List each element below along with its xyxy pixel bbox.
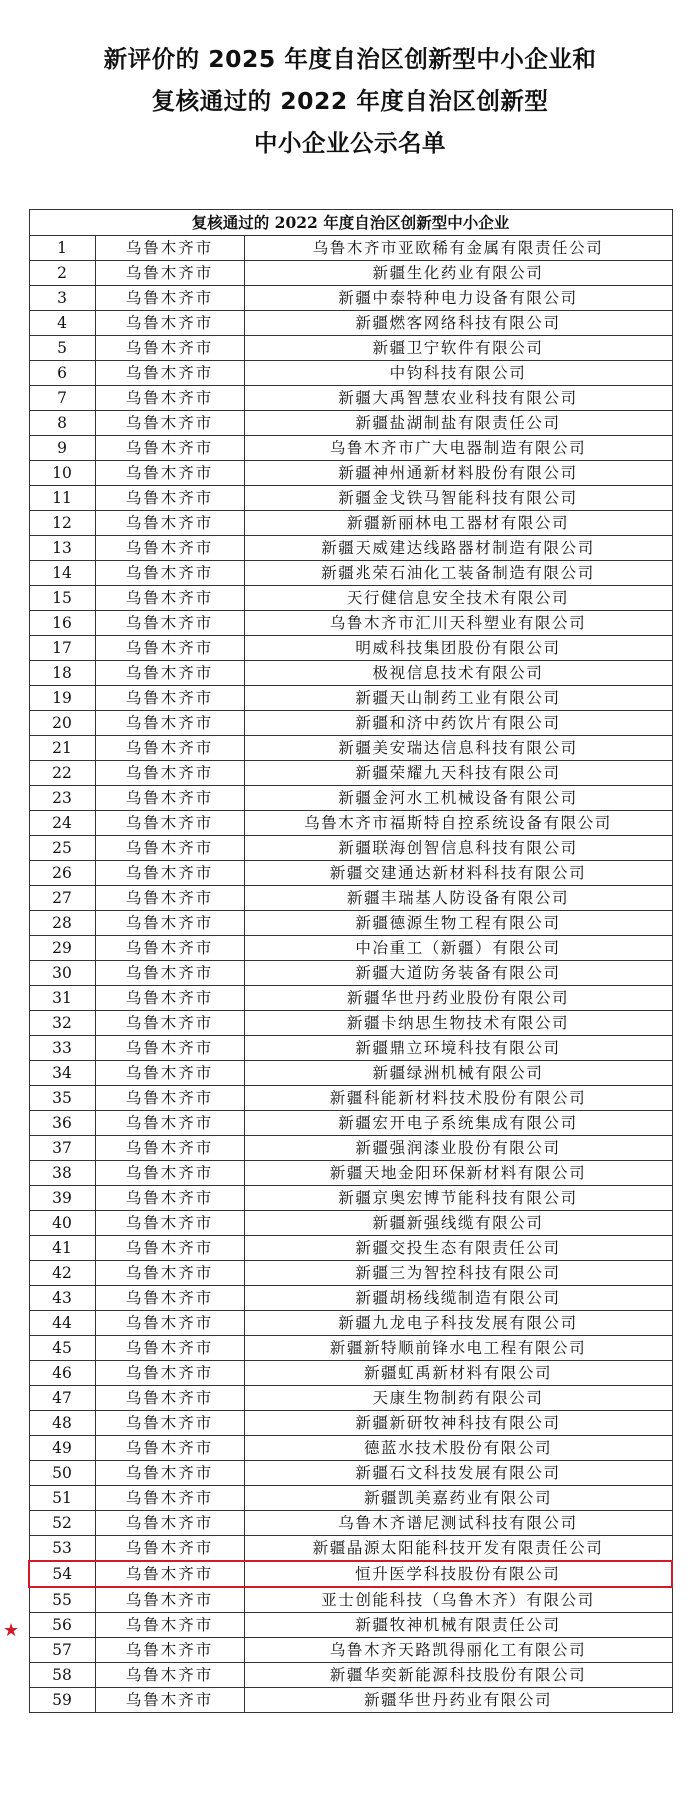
row-city: 乌鲁木齐市 [95, 1613, 244, 1638]
row-number: 52 [29, 1511, 95, 1536]
row-number: 3 [29, 286, 95, 311]
table-row [29, 911, 672, 936]
row-city: 乌鲁木齐市 [95, 961, 244, 986]
row-company-name: 新疆华世丹药业股份有限公司 [244, 986, 672, 1011]
table-header: 复核通过的 2022 年度自治区创新型中小企业 [29, 210, 672, 236]
table-row [29, 336, 672, 361]
row-company-name: 新疆中泰特种电力设备有限公司 [244, 286, 672, 311]
row-city: 乌鲁木齐市 [95, 586, 244, 611]
table-row [29, 386, 672, 411]
row-number: 35 [29, 1086, 95, 1111]
row-number: 54 [29, 1561, 95, 1587]
table-row [29, 1663, 672, 1688]
row-company-name: 新疆新特顺前锋水电工程有限公司 [244, 1336, 672, 1361]
row-city: 乌鲁木齐市 [95, 1688, 244, 1713]
table-row [29, 711, 672, 736]
row-company-name: 新疆京奥宏博节能科技有限公司 [244, 1186, 672, 1211]
table-row [29, 611, 672, 636]
row-company-name: 新疆卡纳思生物技术有限公司 [244, 1011, 672, 1036]
row-city: 乌鲁木齐市 [95, 986, 244, 1011]
table-row [29, 536, 672, 561]
table-row [29, 1361, 672, 1386]
row-number: 31 [29, 986, 95, 1011]
table-row [29, 1036, 672, 1061]
table-row [29, 261, 672, 286]
row-company-name: 乌鲁木齐市广大电器制造有限公司 [244, 436, 672, 461]
row-number: 40 [29, 1211, 95, 1236]
row-number: 22 [29, 761, 95, 786]
row-city: 乌鲁木齐市 [95, 1261, 244, 1286]
row-company-name: 新疆鼎立环境科技有限公司 [244, 1036, 672, 1061]
row-number: 57 [29, 1638, 95, 1663]
row-city: 乌鲁木齐市 [95, 661, 244, 686]
row-city: 乌鲁木齐市 [95, 611, 244, 636]
table-row [29, 586, 672, 611]
row-number: 15 [29, 586, 95, 611]
row-company-name: 新疆大道防务装备有限公司 [244, 961, 672, 986]
row-city: 乌鲁木齐市 [95, 336, 244, 361]
row-company-name: 新疆德源生物工程有限公司 [244, 911, 672, 936]
row-city: 乌鲁木齐市 [95, 1638, 244, 1663]
table-row [29, 1111, 672, 1136]
table-row [29, 361, 672, 386]
row-number: 51 [29, 1486, 95, 1511]
row-company-name: 新疆牧神机械有限责任公司 [244, 1613, 672, 1638]
row-city: 乌鲁木齐市 [95, 1436, 244, 1461]
row-number: 37 [29, 1136, 95, 1161]
table-row [29, 961, 672, 986]
row-number: 1 [29, 236, 95, 261]
table-row [29, 1536, 672, 1562]
row-company-name: 天行健信息安全技术有限公司 [244, 586, 672, 611]
row-number: 10 [29, 461, 95, 486]
table-row [29, 1511, 672, 1536]
row-number: 16 [29, 611, 95, 636]
row-number: 29 [29, 936, 95, 961]
row-city: 乌鲁木齐市 [95, 261, 244, 286]
table-row [29, 1236, 672, 1261]
row-company-name: 新疆新强线缆有限公司 [244, 1211, 672, 1236]
row-company-name: 乌鲁木齐市亚欧稀有金属有限责任公司 [244, 236, 672, 261]
row-city: 乌鲁木齐市 [95, 1536, 244, 1562]
row-number: 17 [29, 636, 95, 661]
row-city: 乌鲁木齐市 [95, 1236, 244, 1261]
row-city: 乌鲁木齐市 [95, 1211, 244, 1236]
table-row [29, 311, 672, 336]
table-row [29, 1211, 672, 1236]
row-company-name: 新疆燃客网络科技有限公司 [244, 311, 672, 336]
row-company-name: 新疆石文科技发展有限公司 [244, 1461, 672, 1486]
row-city: 乌鲁木齐市 [95, 1161, 244, 1186]
row-city: 乌鲁木齐市 [95, 1511, 244, 1536]
row-number: 33 [29, 1036, 95, 1061]
table-row [29, 1561, 672, 1587]
row-number: 46 [29, 1361, 95, 1386]
row-city: 乌鲁木齐市 [95, 736, 244, 761]
row-city: 乌鲁木齐市 [95, 1061, 244, 1086]
table-row [29, 1286, 672, 1311]
row-city: 乌鲁木齐市 [95, 286, 244, 311]
title-line-2: 复核通过的 2022 年度自治区创新型 [151, 87, 549, 115]
row-number: 55 [29, 1587, 95, 1613]
row-city: 乌鲁木齐市 [95, 1587, 244, 1613]
table-row [29, 1311, 672, 1336]
row-number: 18 [29, 661, 95, 686]
row-number: 48 [29, 1411, 95, 1436]
table-row [29, 1411, 672, 1436]
row-company-name: 新疆交投生态有限责任公司 [244, 1236, 672, 1261]
table-row [29, 1161, 672, 1186]
row-company-name: 中钧科技有限公司 [244, 361, 672, 386]
row-company-name: 新疆金河水工机械设备有限公司 [244, 786, 672, 811]
row-number: 28 [29, 911, 95, 936]
row-city: 乌鲁木齐市 [95, 386, 244, 411]
row-company-name: 新疆华世丹药业有限公司 [244, 1688, 672, 1713]
row-number: 38 [29, 1161, 95, 1186]
row-city: 乌鲁木齐市 [95, 311, 244, 336]
row-city: 乌鲁木齐市 [95, 1486, 244, 1511]
table-row [29, 1587, 672, 1613]
row-company-name: 新疆卫宁软件有限公司 [244, 336, 672, 361]
row-company-name: 新疆胡杨线缆制造有限公司 [244, 1286, 672, 1311]
row-company-name: 新疆宏开电子系统集成有限公司 [244, 1111, 672, 1136]
table-row [29, 1261, 672, 1286]
row-city: 乌鲁木齐市 [95, 536, 244, 561]
row-company-name: 中冶重工（新疆）有限公司 [244, 936, 672, 961]
table-row [29, 686, 672, 711]
table-row [29, 986, 672, 1011]
row-city: 乌鲁木齐市 [95, 711, 244, 736]
row-number: 34 [29, 1061, 95, 1086]
table-row [29, 1638, 672, 1663]
row-number: 43 [29, 1286, 95, 1311]
table-row [29, 1061, 672, 1086]
row-number: 7 [29, 386, 95, 411]
row-city: 乌鲁木齐市 [95, 486, 244, 511]
table-row [29, 636, 672, 661]
row-number: 58 [29, 1663, 95, 1688]
row-city: 乌鲁木齐市 [95, 886, 244, 911]
table-row [29, 286, 672, 311]
table-row [29, 936, 672, 961]
row-company-name: 新疆荣耀九天科技有限公司 [244, 761, 672, 786]
table-row [29, 436, 672, 461]
row-company-name: 新疆大禹智慧农业科技有限公司 [244, 386, 672, 411]
row-company-name: 乌鲁木齐谱尼测试科技有限公司 [244, 1511, 672, 1536]
row-city: 乌鲁木齐市 [95, 811, 244, 836]
row-number: 6 [29, 361, 95, 386]
row-city: 乌鲁木齐市 [95, 1336, 244, 1361]
row-number: 4 [29, 311, 95, 336]
row-number: 8 [29, 411, 95, 436]
row-number: 5 [29, 336, 95, 361]
row-company-name: 乌鲁木齐市汇川天科塑业有限公司 [244, 611, 672, 636]
row-number: 45 [29, 1336, 95, 1361]
row-company-name: 新疆九龙电子科技发展有限公司 [244, 1311, 672, 1336]
row-number: 14 [29, 561, 95, 586]
row-city: 乌鲁木齐市 [95, 911, 244, 936]
row-city: 乌鲁木齐市 [95, 1111, 244, 1136]
row-number: 30 [29, 961, 95, 986]
row-city: 乌鲁木齐市 [95, 1461, 244, 1486]
row-number: 9 [29, 436, 95, 461]
row-company-name: 乌鲁木齐天路凯得丽化工有限公司 [244, 1638, 672, 1663]
row-number: 39 [29, 1186, 95, 1211]
title-line-3: 中小企业公示名单 [254, 129, 446, 157]
row-city: 乌鲁木齐市 [95, 361, 244, 386]
row-company-name: 新疆和济中药饮片有限公司 [244, 711, 672, 736]
title-line-1: 新评价的 2025 年度自治区创新型中小企业和 [103, 45, 597, 73]
row-number: 47 [29, 1386, 95, 1411]
table-row [29, 836, 672, 861]
row-city: 乌鲁木齐市 [95, 1663, 244, 1688]
table-row [29, 236, 672, 261]
table-row [29, 1436, 672, 1461]
table-row [29, 736, 672, 761]
row-number: 36 [29, 1111, 95, 1136]
row-company-name: 德蓝水技术股份有限公司 [244, 1436, 672, 1461]
row-city: 乌鲁木齐市 [95, 511, 244, 536]
row-city: 乌鲁木齐市 [95, 1136, 244, 1161]
table-row [29, 1461, 672, 1486]
table-row [29, 861, 672, 886]
row-number: 25 [29, 836, 95, 861]
table-row [29, 1086, 672, 1111]
row-company-name: 新疆虹禹新材料有限公司 [244, 1361, 672, 1386]
row-company-name: 新疆强润漆业股份有限公司 [244, 1136, 672, 1161]
page-title [0, 38, 700, 164]
row-city: 乌鲁木齐市 [95, 1036, 244, 1061]
star-icon: ★ [3, 1620, 20, 1641]
row-company-name: 新疆天威建达线路器材制造有限公司 [244, 536, 672, 561]
row-number: 32 [29, 1011, 95, 1036]
row-company-name: 新疆天山制药工业有限公司 [244, 686, 672, 711]
row-city: 乌鲁木齐市 [95, 1286, 244, 1311]
row-number: 23 [29, 786, 95, 811]
table-row [29, 561, 672, 586]
row-city: 乌鲁木齐市 [95, 861, 244, 886]
row-city: 乌鲁木齐市 [95, 461, 244, 486]
row-number: 53 [29, 1536, 95, 1562]
row-city: 乌鲁木齐市 [95, 411, 244, 436]
row-company-name: 明威科技集团股份有限公司 [244, 636, 672, 661]
row-company-name: 新疆晶源太阳能科技开发有限责任公司 [244, 1536, 672, 1562]
row-company-name: 新疆交建通达新材料科技有限公司 [244, 861, 672, 886]
row-number: 49 [29, 1436, 95, 1461]
row-city: 乌鲁木齐市 [95, 636, 244, 661]
table-row [29, 1186, 672, 1211]
row-company-name: 恒升医学科技股份有限公司 [244, 1561, 672, 1587]
row-company-name: 新疆丰瑞基人防设备有限公司 [244, 886, 672, 911]
row-number: 13 [29, 536, 95, 561]
row-city: 乌鲁木齐市 [95, 936, 244, 961]
row-city: 乌鲁木齐市 [95, 786, 244, 811]
row-company-name: 新疆绿洲机械有限公司 [244, 1061, 672, 1086]
table-row [29, 411, 672, 436]
row-company-name: 新疆神州通新材料股份有限公司 [244, 461, 672, 486]
row-company-name: 极视信息技术有限公司 [244, 661, 672, 686]
row-city: 乌鲁木齐市 [95, 1386, 244, 1411]
row-city: 乌鲁木齐市 [95, 561, 244, 586]
row-company-name: 亚士创能科技（乌鲁木齐）有限公司 [244, 1587, 672, 1613]
row-number: 20 [29, 711, 95, 736]
table-row [29, 461, 672, 486]
row-number: 27 [29, 886, 95, 911]
row-company-name: 新疆联海创智信息科技有限公司 [244, 836, 672, 861]
row-company-name: 新疆华奕新能源科技股份有限公司 [244, 1663, 672, 1688]
table-row [29, 761, 672, 786]
row-company-name: 新疆兆荣石油化工装备制造有限公司 [244, 561, 672, 586]
row-number: 24 [29, 811, 95, 836]
row-city: 乌鲁木齐市 [95, 686, 244, 711]
table-row [29, 661, 672, 686]
row-company-name: 新疆凯美嘉药业有限公司 [244, 1486, 672, 1511]
table-row [29, 1386, 672, 1411]
table-row [29, 1011, 672, 1036]
row-city: 乌鲁木齐市 [95, 1561, 244, 1587]
row-city: 乌鲁木齐市 [95, 761, 244, 786]
row-company-name: 乌鲁木齐市福斯特自控系统设备有限公司 [244, 811, 672, 836]
table-row [29, 811, 672, 836]
row-city: 乌鲁木齐市 [95, 1086, 244, 1111]
table-row [29, 786, 672, 811]
row-number: 11 [29, 486, 95, 511]
row-company-name: 天康生物制药有限公司 [244, 1386, 672, 1411]
row-company-name: 新疆美安瑞达信息科技有限公司 [244, 736, 672, 761]
row-company-name: 新疆新丽林电工器材有限公司 [244, 511, 672, 536]
table-row [29, 1613, 672, 1638]
row-city: 乌鲁木齐市 [95, 1011, 244, 1036]
row-number: 44 [29, 1311, 95, 1336]
row-company-name: 新疆科能新材料技术股份有限公司 [244, 1086, 672, 1111]
row-company-name: 新疆天地金阳环保新材料有限公司 [244, 1161, 672, 1186]
table-row [29, 1688, 672, 1713]
row-city: 乌鲁木齐市 [95, 436, 244, 461]
table-body [29, 236, 672, 1713]
table-row [29, 886, 672, 911]
row-city: 乌鲁木齐市 [95, 836, 244, 861]
row-number: 50 [29, 1461, 95, 1486]
row-number: 59 [29, 1688, 95, 1713]
table-row [29, 1486, 672, 1511]
row-city: 乌鲁木齐市 [95, 1311, 244, 1336]
table-row [29, 1336, 672, 1361]
row-city: 乌鲁木齐市 [95, 236, 244, 261]
row-company-name: 新疆三为智控科技有限公司 [244, 1261, 672, 1286]
row-company-name: 新疆新研牧神科技有限公司 [244, 1411, 672, 1436]
enterprise-table [28, 209, 673, 1713]
row-number: 41 [29, 1236, 95, 1261]
row-company-name: 新疆生化药业有限公司 [244, 261, 672, 286]
row-city: 乌鲁木齐市 [95, 1411, 244, 1436]
row-city: 乌鲁木齐市 [95, 1361, 244, 1386]
table-row [29, 511, 672, 536]
row-city: 乌鲁木齐市 [95, 1186, 244, 1211]
row-number: 21 [29, 736, 95, 761]
row-number: 12 [29, 511, 95, 536]
table-row [29, 1136, 672, 1161]
row-number: 42 [29, 1261, 95, 1286]
row-number: 2 [29, 261, 95, 286]
row-company-name: 新疆金戈铁马智能科技有限公司 [244, 486, 672, 511]
row-company-name: 新疆盐湖制盐有限责任公司 [244, 411, 672, 436]
row-number: 26 [29, 861, 95, 886]
table-row [29, 486, 672, 511]
row-number: 56 [29, 1613, 95, 1638]
table-header-row [29, 210, 672, 236]
row-number: 19 [29, 686, 95, 711]
